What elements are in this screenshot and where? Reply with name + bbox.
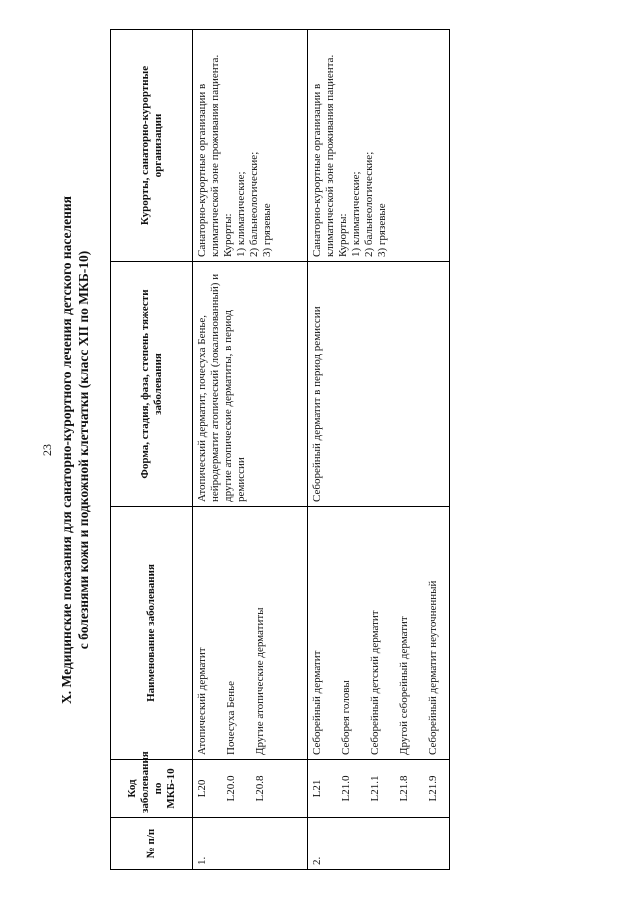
header-code: Код заболевания по МКБ-10 (111, 760, 193, 818)
rotated-page (40, 30, 439, 870)
name-cell (193, 507, 308, 760)
row-number: 2. (308, 818, 450, 870)
disease-name: Другие атопические дерматиты (254, 607, 266, 755)
header-resorts: Курорты, санаторно-курортные организации (111, 30, 193, 262)
header-num: № п/п (111, 818, 193, 870)
title-line-1: X. Медицинские показания для санаторно-курортного лечения детского населения (59, 196, 74, 704)
disease-name: Почесуха Бенье (225, 680, 237, 755)
disease-code: L21.8 (398, 775, 410, 802)
table-row (193, 30, 308, 870)
indications-table (110, 29, 450, 870)
disease-name: Себорейный детский дерматит (369, 610, 381, 755)
page-number: 23 (40, 444, 54, 456)
disease-code: L20.8 (254, 775, 266, 802)
header-name: Наименование заболевания (111, 507, 193, 760)
disease-code: L21 (311, 779, 323, 798)
form-cell: Себорейный дерматит в период ремиссии (308, 262, 450, 507)
title-line-2: с болезнями кожи и подкожной клетчатки (класс XII по МКБ-10) (76, 250, 91, 650)
resorts-cell: Санаторно-курортные организации в климатической зоне проживания пациента. Курорты: 1) климатические; 2) бальнеологические; 3) грязевые (308, 30, 450, 262)
disease-name: Себорейный дерматит неуточненный (427, 580, 439, 755)
disease-code: L21.0 (340, 775, 352, 802)
table-row (308, 30, 450, 870)
code-cell (308, 760, 450, 818)
disease-code: L20.0 (225, 775, 237, 802)
disease-name: Себорея головы (340, 680, 352, 755)
disease-code: L21.1 (369, 775, 381, 802)
code-cell (193, 760, 308, 818)
name-cell (308, 507, 450, 760)
disease-code: L20 (196, 779, 208, 798)
row-number: 1. (193, 818, 308, 870)
disease-code: L21.9 (427, 775, 439, 802)
table-header-row (111, 30, 193, 870)
document-title (58, 30, 92, 870)
header-form: Форма, стадия, фаза, степень тяжести заболевания (111, 262, 193, 507)
form-cell: Атопический дерматит, почесуха Бенье, нейродерматит атопический (локализованный) и другие атопические дерматиты, в период ремиссии (193, 262, 308, 507)
disease-name: Атопический дерматит (196, 647, 208, 755)
resorts-cell: Санаторно-курортные организации в климатической зоне проживания пациента. Курорты: 1) климатические; 2) бальнеологические; 3) грязевые (193, 30, 308, 262)
disease-name: Себорейный дерматит (311, 650, 323, 755)
disease-name: Другой себорейный дерматит (398, 616, 410, 755)
